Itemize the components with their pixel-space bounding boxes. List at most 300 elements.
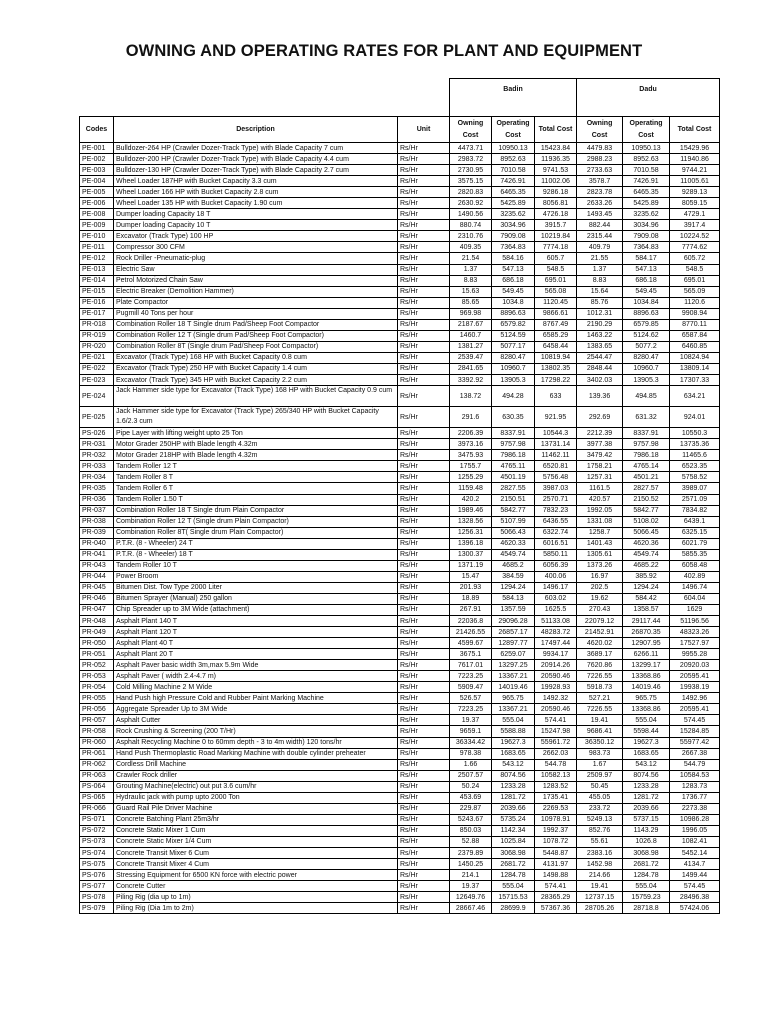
cell-dadu-total: 17307.33	[670, 374, 720, 385]
cell-dadu-operating: 15759.23	[623, 892, 670, 903]
header-operating-cost: Operating Cost	[492, 117, 535, 143]
cell-unit: Rs/Hr	[398, 582, 450, 593]
cell-badin-owning: 2206.39	[450, 428, 492, 439]
cell-code: PR-045	[80, 582, 114, 593]
table-row	[80, 297, 720, 308]
cell-dadu-total: 9908.94	[670, 308, 720, 319]
cell-unit: Rs/Hr	[398, 903, 450, 914]
cell-dadu-owning: 1.67	[577, 759, 623, 770]
table-row	[80, 264, 720, 275]
table-row	[80, 286, 720, 297]
cell-badin-operating: 549.45	[492, 286, 535, 297]
cell-unit: Rs/Hr	[398, 450, 450, 461]
cell-code: PR-036	[80, 494, 114, 505]
table-row	[80, 693, 720, 704]
cell-unit: Rs/Hr	[398, 231, 450, 242]
cell-badin-owning: 50.24	[450, 781, 492, 792]
cell-dadu-operating: 3068.98	[623, 848, 670, 859]
cell-dadu-total: 8770.11	[670, 319, 720, 330]
cell-dadu-total: 48323.26	[670, 627, 720, 638]
cell-badin-operating: 8280.47	[492, 352, 535, 363]
cell-dadu-owning: 2633.26	[577, 198, 623, 209]
cell-dadu-total: 3989.07	[670, 483, 720, 494]
cell-badin-total: 51133.08	[535, 616, 577, 627]
cell-badin-operating: 8896.63	[492, 308, 535, 319]
cell-description: Hydraulic jack with pump upto 2000 Ton	[114, 792, 398, 803]
cell-badin-operating: 630.35	[492, 407, 535, 428]
cell-dadu-total: 2273.38	[670, 803, 720, 814]
cell-dadu-total: 6523.35	[670, 461, 720, 472]
cell-dadu-owning: 2823.78	[577, 187, 623, 198]
cell-dadu-total: 1736.77	[670, 792, 720, 803]
cell-dadu-owning: 983.73	[577, 748, 623, 759]
cell-dadu-owning: 1258.7	[577, 527, 623, 538]
cell-description: P.T.R. (8 - Wheeler) 24 T	[114, 538, 398, 549]
cell-code: PR-049	[80, 627, 114, 638]
cell-dadu-operating: 12907.95	[623, 638, 670, 649]
cell-badin-total: 6322.74	[535, 527, 577, 538]
cell-dadu-owning: 2848.44	[577, 363, 623, 374]
cell-dadu-total: 19938.19	[670, 682, 720, 693]
cell-dadu-owning: 2212.39	[577, 428, 623, 439]
cell-unit: Rs/Hr	[398, 748, 450, 759]
cell-unit: Rs/Hr	[398, 154, 450, 165]
cell-code: PR-061	[80, 748, 114, 759]
cell-dadu-owning: 1373.26	[577, 560, 623, 571]
blank-header-cell	[80, 79, 450, 117]
cell-unit: Rs/Hr	[398, 472, 450, 483]
cell-dadu-operating: 13299.17	[623, 660, 670, 671]
cell-dadu-operating: 547.13	[623, 264, 670, 275]
cell-dadu-total: 565.09	[670, 286, 720, 297]
cell-badin-total: 17298.22	[535, 374, 577, 385]
table-row	[80, 483, 720, 494]
cell-code: PR-051	[80, 649, 114, 660]
cell-code: PE-023	[80, 374, 114, 385]
cell-dadu-total: 7834.82	[670, 505, 720, 516]
cell-code: PR-040	[80, 538, 114, 549]
cell-dadu-total: 10224.52	[670, 231, 720, 242]
table-row	[80, 165, 720, 176]
cell-badin-owning: 22036.8	[450, 616, 492, 627]
cell-dadu-owning: 19.41	[577, 715, 623, 726]
cell-description: Tandem Roller 6 T	[114, 483, 398, 494]
cell-badin-total: 695.01	[535, 275, 577, 286]
cell-dadu-total: 634.21	[670, 386, 720, 407]
cell-badin-operating: 10960.7	[492, 363, 535, 374]
cell-code: PE-010	[80, 231, 114, 242]
cell-badin-owning: 2841.65	[450, 363, 492, 374]
table-row	[80, 154, 720, 165]
cell-dadu-operating: 584.42	[623, 593, 670, 604]
cell-unit: Rs/Hr	[398, 461, 450, 472]
cell-unit: Rs/Hr	[398, 143, 450, 154]
cell-unit: Rs/Hr	[398, 286, 450, 297]
cell-unit: Rs/Hr	[398, 209, 450, 220]
cell-dadu-operating: 965.75	[623, 693, 670, 704]
cell-description: Hand Push high Pressure Cold and Rubber Paint Marking Machine	[114, 693, 398, 704]
cell-unit: Rs/Hr	[398, 253, 450, 264]
cell-badin-total: 4726.18	[535, 209, 577, 220]
cell-dadu-total: 605.72	[670, 253, 720, 264]
cell-description: Combination Roller 8T( Single drum Plain Compactor)	[114, 527, 398, 538]
cell-dadu-owning: 455.05	[577, 792, 623, 803]
cell-badin-operating: 1025.84	[492, 836, 535, 847]
cell-unit: Rs/Hr	[398, 363, 450, 374]
cell-unit: Rs/Hr	[398, 242, 450, 253]
cell-badin-total: 9866.61	[535, 308, 577, 319]
cell-badin-total: 11462.11	[535, 450, 577, 461]
cell-dadu-total: 3917.4	[670, 220, 720, 231]
cell-dadu-operating: 8074.56	[623, 770, 670, 781]
cell-unit: Rs/Hr	[398, 505, 450, 516]
table-row	[80, 187, 720, 198]
table-row	[80, 363, 720, 374]
cell-badin-owning: 1.66	[450, 759, 492, 770]
cell-code: PE-004	[80, 176, 114, 187]
cell-dadu-operating: 1284.78	[623, 870, 670, 881]
cell-badin-total: 1078.72	[535, 836, 577, 847]
table-row	[80, 407, 720, 428]
cell-unit: Rs/Hr	[398, 682, 450, 693]
cell-unit: Rs/Hr	[398, 737, 450, 748]
cell-badin-total: 10978.91	[535, 814, 577, 825]
cell-badin-total: 574.41	[535, 881, 577, 892]
column-header-row	[80, 117, 720, 143]
cell-dadu-operating: 10960.7	[623, 363, 670, 374]
cell-code: PS-076	[80, 870, 114, 881]
cell-dadu-owning: 2733.63	[577, 165, 623, 176]
cell-code: PR-055	[80, 693, 114, 704]
cell-description: Concrete Static Mixer 1/4 Cum	[114, 836, 398, 847]
cell-dadu-operating: 2150.52	[623, 494, 670, 505]
cell-dadu-operating: 5108.02	[623, 516, 670, 527]
cell-badin-total: 921.95	[535, 407, 577, 428]
cell-description: Tandem Roller 12 T	[114, 461, 398, 472]
cell-badin-operating: 13905.3	[492, 374, 535, 385]
cell-badin-owning: 880.74	[450, 220, 492, 231]
cell-dadu-owning: 1493.45	[577, 209, 623, 220]
cell-badin-operating: 2827.55	[492, 483, 535, 494]
cell-badin-total: 400.06	[535, 571, 577, 582]
table-row	[80, 143, 720, 154]
cell-badin-owning: 7223.25	[450, 671, 492, 682]
cell-code: PE-005	[80, 187, 114, 198]
cell-badin-owning: 1371.19	[450, 560, 492, 571]
cell-dadu-owning: 50.45	[577, 781, 623, 792]
cell-dadu-owning: 1.37	[577, 264, 623, 275]
cell-dadu-operating: 13368.86	[623, 704, 670, 715]
cell-badin-owning: 2187.67	[450, 319, 492, 330]
cell-unit: Rs/Hr	[398, 220, 450, 231]
table-row	[80, 682, 720, 693]
cell-dadu-operating: 4765.14	[623, 461, 670, 472]
cell-dadu-owning: 8.83	[577, 275, 623, 286]
cell-dadu-owning: 19.41	[577, 881, 623, 892]
cell-badin-owning: 850.03	[450, 825, 492, 836]
cell-dadu-operating: 29117.44	[623, 616, 670, 627]
cell-dadu-operating: 8280.47	[623, 352, 670, 363]
cell-unit: Rs/Hr	[398, 616, 450, 627]
cell-dadu-total: 6325.15	[670, 527, 720, 538]
cell-unit: Rs/Hr	[398, 781, 450, 792]
table-row	[80, 220, 720, 231]
header-total-cost: Total Cost	[670, 117, 720, 143]
cell-badin-total: 1283.52	[535, 781, 577, 792]
table-row	[80, 527, 720, 538]
cell-unit: Rs/Hr	[398, 386, 450, 407]
cell-code: PS-065	[80, 792, 114, 803]
cell-badin-operating: 3235.62	[492, 209, 535, 220]
cell-code: PE-014	[80, 275, 114, 286]
cell-dadu-total: 4134.7	[670, 859, 720, 870]
cell-badin-owning: 2310.76	[450, 231, 492, 242]
cell-badin-total: 5756.48	[535, 472, 577, 483]
cell-code: PE-022	[80, 363, 114, 374]
cell-dadu-owning: 15.64	[577, 286, 623, 297]
cell-code: PE-013	[80, 264, 114, 275]
cell-badin-total: 10819.94	[535, 352, 577, 363]
cell-badin-operating: 384.59	[492, 571, 535, 582]
cell-badin-total: 10544.3	[535, 428, 577, 439]
cell-dadu-total: 548.5	[670, 264, 720, 275]
cell-badin-operating: 1284.78	[492, 870, 535, 881]
cell-badin-operating: 13297.25	[492, 660, 535, 671]
cell-description: Rock Crushing & Screening (200 T/Hr)	[114, 726, 398, 737]
cell-description: Concrete Transit Mixer 6 Cum	[114, 848, 398, 859]
cell-code: PR-019	[80, 330, 114, 341]
table-row	[80, 715, 720, 726]
cell-dadu-operating: 4501.21	[623, 472, 670, 483]
cell-dadu-operating: 2039.66	[623, 803, 670, 814]
cell-badin-total: 11002.06	[535, 176, 577, 187]
cell-badin-operating: 4549.74	[492, 549, 535, 560]
cell-dadu-operating: 6266.11	[623, 649, 670, 660]
cell-description: Plate Compactor	[114, 297, 398, 308]
cell-unit: Rs/Hr	[398, 859, 450, 870]
table-row	[80, 242, 720, 253]
cell-code: PR-047	[80, 604, 114, 615]
cell-dadu-owning: 9686.41	[577, 726, 623, 737]
cell-description: Cold Milling Machine 2 M Wide	[114, 682, 398, 693]
table-row	[80, 209, 720, 220]
cell-code: PR-060	[80, 737, 114, 748]
cell-dadu-operating: 7909.08	[623, 231, 670, 242]
cell-dadu-total: 57424.06	[670, 903, 720, 914]
cell-description: Wheel Loader 187HP with Bucket Capacity 3.3 cum	[114, 176, 398, 187]
cell-dadu-total: 11005.61	[670, 176, 720, 187]
cell-description: Concrete Cutter	[114, 881, 398, 892]
cell-dadu-owning: 4620.02	[577, 638, 623, 649]
cell-dadu-owning: 1012.31	[577, 308, 623, 319]
cell-badin-total: 565.08	[535, 286, 577, 297]
cell-dadu-total: 13809.14	[670, 363, 720, 374]
header-codes: Codes	[80, 117, 114, 143]
cell-badin-total: 544.78	[535, 759, 577, 770]
cell-badin-owning: 7617.01	[450, 660, 492, 671]
cell-unit: Rs/Hr	[398, 892, 450, 903]
cell-badin-owning: 1450.25	[450, 859, 492, 870]
cell-badin-operating: 5107.99	[492, 516, 535, 527]
cell-unit: Rs/Hr	[398, 527, 450, 538]
cell-dadu-total: 20920.03	[670, 660, 720, 671]
cell-dadu-total: 604.04	[670, 593, 720, 604]
cell-dadu-total: 544.79	[670, 759, 720, 770]
cell-badin-owning: 3575.15	[450, 176, 492, 187]
cell-dadu-owning: 28705.26	[577, 903, 623, 914]
cell-dadu-owning: 12737.15	[577, 892, 623, 903]
cell-unit: Rs/Hr	[398, 428, 450, 439]
cell-dadu-owning: 55.61	[577, 836, 623, 847]
cell-badin-owning: 229.87	[450, 803, 492, 814]
cell-description: Wheel Loader 166 HP with Bucket Capacity 2.8 cum	[114, 187, 398, 198]
cell-unit: Rs/Hr	[398, 693, 450, 704]
cell-dadu-total: 10550.3	[670, 428, 720, 439]
table-row	[80, 704, 720, 715]
cell-dadu-operating: 7426.91	[623, 176, 670, 187]
cell-badin-total: 633	[535, 386, 577, 407]
cell-badin-operating: 13367.21	[492, 704, 535, 715]
cell-badin-operating: 5588.88	[492, 726, 535, 737]
cell-dadu-owning: 2544.47	[577, 352, 623, 363]
cell-badin-owning: 4599.67	[450, 638, 492, 649]
cell-code: PR-052	[80, 660, 114, 671]
header-description: Description	[114, 117, 398, 143]
cell-dadu-owning: 1758.21	[577, 461, 623, 472]
cell-code: PS-073	[80, 836, 114, 847]
table-row	[80, 472, 720, 483]
cell-badin-operating: 965.75	[492, 693, 535, 704]
cell-badin-operating: 29096.28	[492, 616, 535, 627]
cell-dadu-operating: 7010.58	[623, 165, 670, 176]
cell-dadu-operating: 6579.85	[623, 319, 670, 330]
cell-badin-owning: 1.37	[450, 264, 492, 275]
cell-code: PR-062	[80, 759, 114, 770]
cell-description: Power Broom	[114, 571, 398, 582]
cell-dadu-owning: 420.57	[577, 494, 623, 505]
cell-code: PE-003	[80, 165, 114, 176]
cell-dadu-owning: 2509.97	[577, 770, 623, 781]
cell-code: PR-058	[80, 726, 114, 737]
cell-dadu-owning: 7620.86	[577, 660, 623, 671]
cell-description: Cordless Drill Machine	[114, 759, 398, 770]
page-title: OWNING AND OPERATING RATES FOR PLANT AND EQUIPMENT	[125, 42, 643, 60]
cell-dadu-total: 6460.85	[670, 341, 720, 352]
cell-unit: Rs/Hr	[398, 439, 450, 450]
cell-dadu-owning: 5918.73	[577, 682, 623, 693]
cell-badin-operating: 15715.53	[492, 892, 535, 903]
cell-dadu-operating: 5066.45	[623, 527, 670, 538]
table-row	[80, 726, 720, 737]
cell-badin-operating: 2039.66	[492, 803, 535, 814]
cell-badin-operating: 13367.21	[492, 671, 535, 682]
cell-badin-owning: 85.65	[450, 297, 492, 308]
cell-dadu-owning: 1257.31	[577, 472, 623, 483]
cell-dadu-total: 9744.21	[670, 165, 720, 176]
table-row	[80, 439, 720, 450]
cell-dadu-owning: 3689.17	[577, 649, 623, 660]
cell-badin-owning: 15.47	[450, 571, 492, 582]
cell-dadu-operating: 28718.8	[623, 903, 670, 914]
cell-code: PE-009	[80, 220, 114, 231]
cell-badin-total: 55961.72	[535, 737, 577, 748]
cell-unit: Rs/Hr	[398, 483, 450, 494]
cell-badin-owning: 1755.7	[450, 461, 492, 472]
cell-dadu-total: 5855.35	[670, 549, 720, 560]
cell-badin-total: 11936.35	[535, 154, 577, 165]
cell-badin-total: 6585.29	[535, 330, 577, 341]
cell-unit: Rs/Hr	[398, 726, 450, 737]
cell-description: Piling Rig (dia up to 1m)	[114, 892, 398, 903]
cell-code: PR-044	[80, 571, 114, 582]
cell-dadu-operating: 5598.44	[623, 726, 670, 737]
cell-dadu-owning: 214.66	[577, 870, 623, 881]
cell-unit: Rs/Hr	[398, 264, 450, 275]
cell-dadu-total: 1496.74	[670, 582, 720, 593]
cell-description: Concrete Batching Plant 25m3/hr	[114, 814, 398, 825]
cell-dadu-owning: 233.72	[577, 803, 623, 814]
cell-badin-owning: 36334.42	[450, 737, 492, 748]
cell-unit: Rs/Hr	[398, 881, 450, 892]
cell-dadu-total: 1499.44	[670, 870, 720, 881]
cell-dadu-owning: 1305.61	[577, 549, 623, 560]
cell-badin-total: 1735.41	[535, 792, 577, 803]
cell-description: Bulldozer-130 HP (Crawler Dozer-Track Type) with Blade Capacity 2.7 cum	[114, 165, 398, 176]
cell-unit: Rs/Hr	[398, 560, 450, 571]
cell-dadu-operating: 8896.63	[623, 308, 670, 319]
cell-badin-owning: 4473.71	[450, 143, 492, 154]
cell-dadu-operating: 385.92	[623, 571, 670, 582]
cell-dadu-operating: 494.85	[623, 386, 670, 407]
table-row	[80, 759, 720, 770]
cell-description: Concrete Static Mixer 1 Cum	[114, 825, 398, 836]
cell-badin-owning: 1255.29	[450, 472, 492, 483]
cell-badin-owning: 2730.95	[450, 165, 492, 176]
cell-code: PR-048	[80, 616, 114, 627]
cell-badin-operating: 1357.59	[492, 604, 535, 615]
cell-description: Guard Rail Pile Driver Machine	[114, 803, 398, 814]
cell-badin-owning: 201.93	[450, 582, 492, 593]
cell-dadu-owning: 3402.03	[577, 374, 623, 385]
table-row	[80, 319, 720, 330]
cell-dadu-owning: 1401.43	[577, 538, 623, 549]
table-row	[80, 450, 720, 461]
cell-dadu-operating: 8337.91	[623, 428, 670, 439]
cell-unit: Rs/Hr	[398, 627, 450, 638]
cell-badin-operating: 6579.82	[492, 319, 535, 330]
cell-description: Tandem Roller 1.50 T	[114, 494, 398, 505]
cell-unit: Rs/Hr	[398, 407, 450, 428]
cell-description: Wheel Loader 135 HP with Bucket Capacity 1.90 cum	[114, 198, 398, 209]
cell-code: PE-011	[80, 242, 114, 253]
cell-badin-operating: 4501.19	[492, 472, 535, 483]
cell-unit: Rs/Hr	[398, 330, 450, 341]
cell-badin-operating: 9757.98	[492, 439, 535, 450]
table-row	[80, 549, 720, 560]
cell-description: Bitumen Dist. Tow Type 2000 Liter	[114, 582, 398, 593]
header-unit: Unit	[398, 117, 450, 143]
cell-badin-total: 7832.23	[535, 505, 577, 516]
cell-badin-total: 574.41	[535, 715, 577, 726]
cell-badin-operating: 1281.72	[492, 792, 535, 803]
rates-table	[79, 78, 720, 914]
cell-dadu-owning: 409.79	[577, 242, 623, 253]
cell-badin-operating: 10950.13	[492, 143, 535, 154]
cell-badin-total: 6458.44	[535, 341, 577, 352]
cell-badin-owning: 2983.72	[450, 154, 492, 165]
group-badin: Badin	[450, 79, 577, 117]
cell-code: PR-034	[80, 472, 114, 483]
